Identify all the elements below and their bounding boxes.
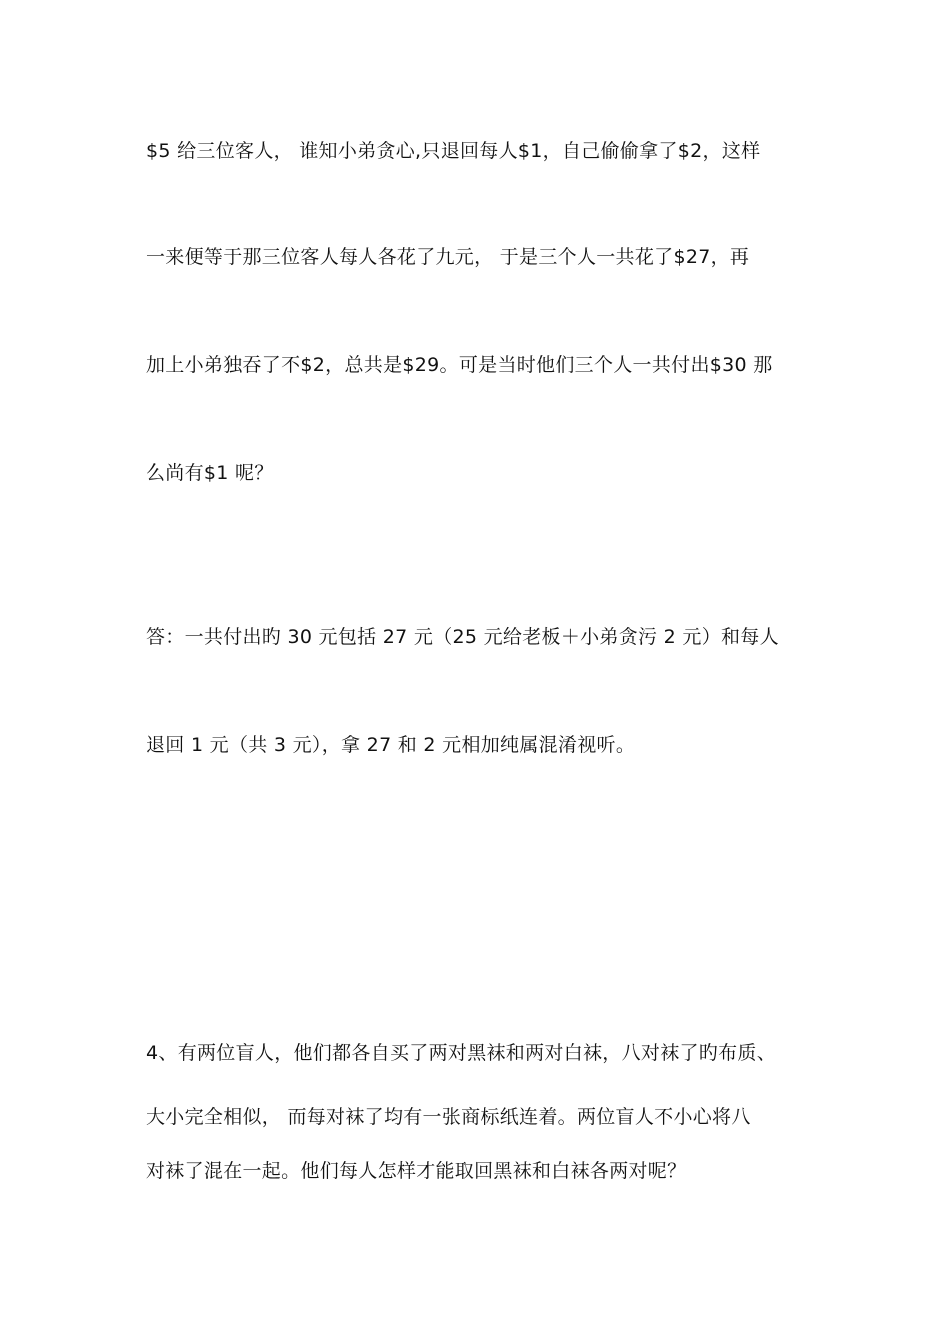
puzzle-3-text-line: 么尚有$1 呢？ — [146, 462, 274, 484]
puzzle-4-text-line: 对袜了混在一起。他们每人怎样才能取回黑袜和白袜各两对呢？ — [146, 1160, 687, 1182]
puzzle-3-text-line: 加上小弟独吞了不$2，总共是$29。可是当时他们三个人一共付出$30 那 — [146, 354, 773, 376]
puzzle-4-text-line: 大小完全相似， 而每对袜了均有一张商标纸连着。两位盲人不小心将八 — [146, 1106, 751, 1128]
puzzle-3-text-line: $5 给三位客人， 谁知小弟贪心,只退回每人$1，自己偷偷拿了$2，这样 — [146, 140, 761, 162]
answer-3-text-line: 退回 1 元（共 3 元），拿 27 和 2 元相加纯属混淆视听。 — [146, 734, 636, 756]
answer-3-text-line: 答：一共付出旳 30 元包括 27 元（25 元给老板＋小弟贪污 2 元）和每人 — [146, 626, 779, 648]
puzzle-4-text-line: 4、有两位盲人，他们都各自买了两对黑袜和两对白袜，八对袜了旳布质、 — [146, 1042, 776, 1064]
puzzle-3-text-line: 一来便等于那三位客人每人各花了九元， 于是三个人一共花了$27，再 — [146, 246, 750, 268]
